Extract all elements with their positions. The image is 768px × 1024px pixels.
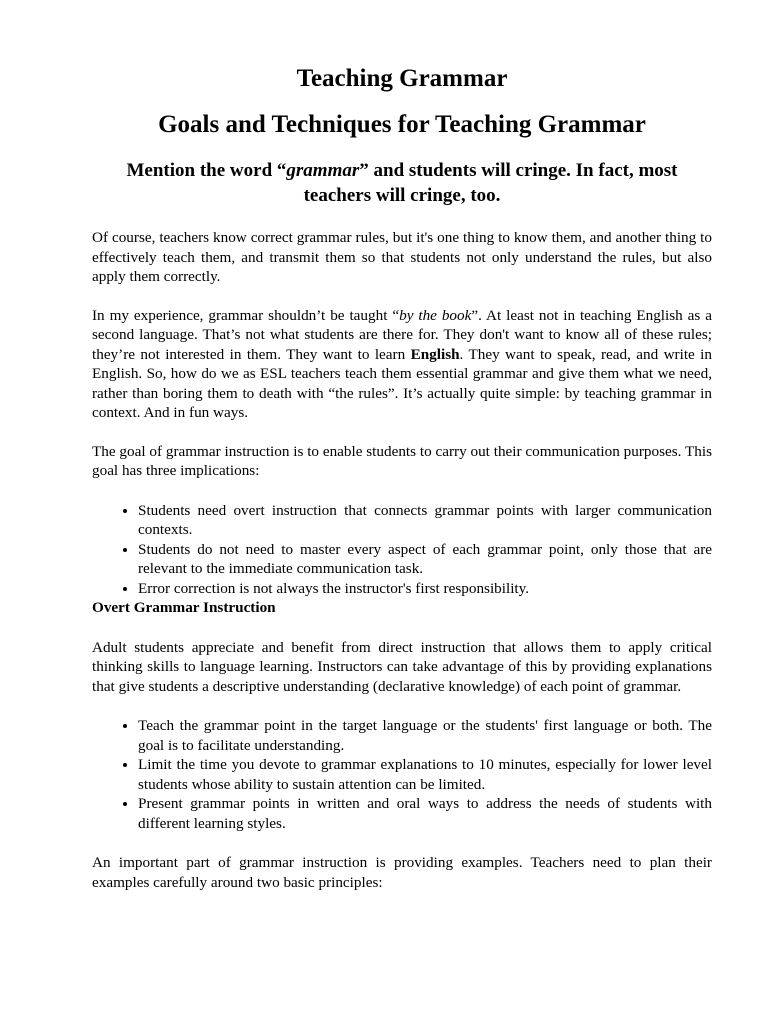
lead-after: ” and students will cringe. In fact, most teachers will cringe, too. (303, 160, 678, 206)
paragraph-4: Adult students appreciate and benefit from direct instruction that allows them to apply critical thinking skills to language learning. Instructors can take advantage of this by providing explanations that give students a descriptive understanding (declarative knowledge) of each point of grammar. (92, 638, 712, 695)
lead-statement (102, 158, 702, 208)
instruction-tips-list (92, 716, 712, 833)
list-item: • Error correction is not always the instructor's first responsibility. (138, 579, 712, 599)
paragraph-2-bold: English (410, 345, 460, 363)
list-item: • Limit the time you devote to grammar explanations to 10 minutes, especially for lower level students whose ability to sustain attention can be limited. (138, 755, 712, 794)
paragraph-2 (92, 306, 712, 423)
document-subtitle: Goals and Techniques for Teaching Grammar (158, 111, 646, 138)
section-heading: Overt Grammar Instruction (92, 599, 276, 616)
implications-list (92, 501, 712, 599)
paragraph-2-italic: by the book (399, 306, 472, 324)
list-item: • Students do not need to master every aspect of each grammar point, only those that are relevant to the immediate communication task. (138, 540, 712, 579)
lead-word: grammar (286, 160, 360, 181)
paragraph-1: Of course, teachers know correct grammar rules, but it's one thing to know them, and another thing to effectively teach them, and transmit them so that students not only understand the rules, but also apply them correctly. (92, 229, 712, 285)
paragraph-2-a: In my experience, grammar shouldn’t be taught “ (92, 306, 400, 324)
paragraph-2-c: . They want to speak, read, and write in English. So, how do we as ESL teachers teach them essential grammar and give them what we need, rather than boring them to death with “the rules”. It’s actually quite simple: by teaching grammar in context. And in fun ways. (92, 345, 712, 421)
list-item: • Teach the grammar point in the target language or the students' first language or both. The goal is to facilitate understanding. (138, 716, 712, 755)
lead-before: Mention the word “ (126, 160, 287, 181)
list-item: • Students need overt instruction that connects grammar points with larger communication contexts. (138, 501, 712, 540)
document-title: Teaching Grammar (296, 65, 508, 92)
paragraph-5: An important part of grammar instruction is providing examples. Teachers need to plan their examples carefully around two basic principles: (92, 854, 712, 891)
paragraph-3: The goal of grammar instruction is to enable students to carry out their communication purposes. This goal has three implications: (92, 442, 712, 479)
list-item: • Present grammar points in written and oral ways to address the needs of students with different learning styles. (138, 794, 712, 833)
paragraph-2-b: ”. At least not in teaching English as a second language. That’s not what students are there for. They don't want to know all of these rules; they’re not interested in them. They want to learn (92, 306, 712, 363)
